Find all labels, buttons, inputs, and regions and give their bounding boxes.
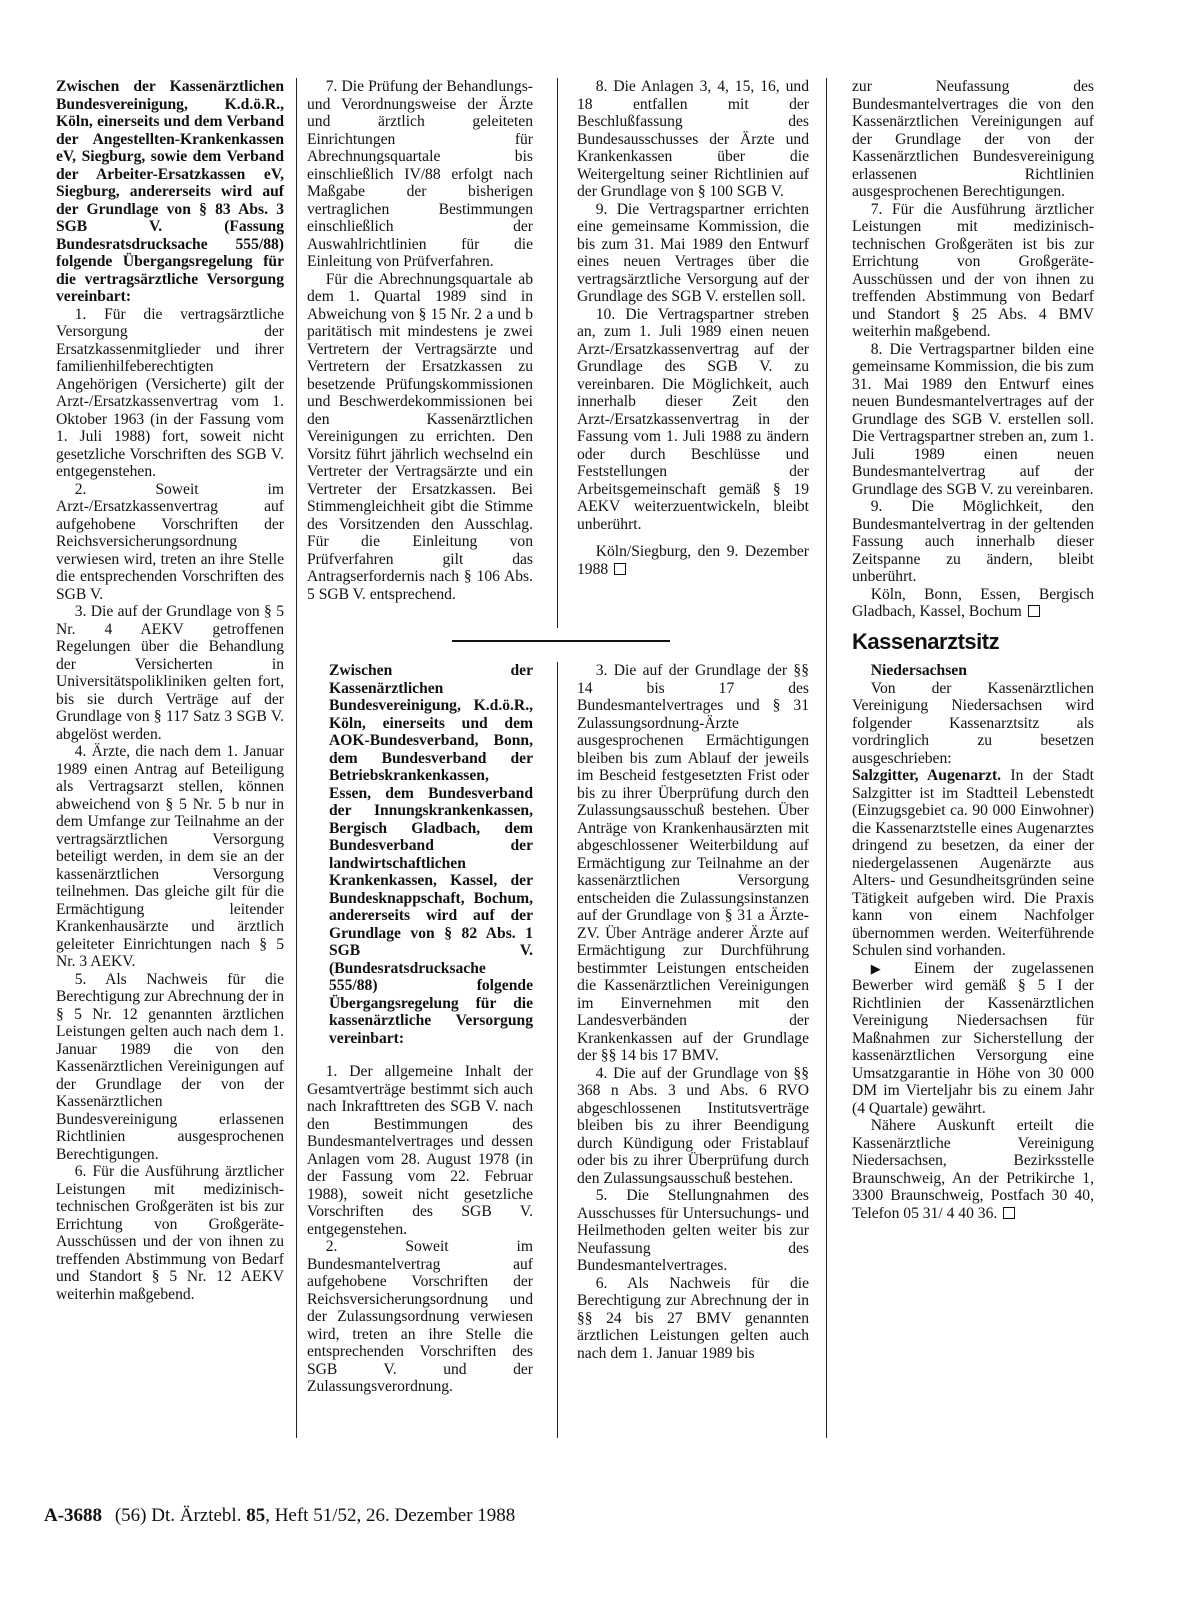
arrow-icon: ▶ [870,960,896,976]
end-mark-box [1028,605,1040,617]
paragraph-9: 9. Die Vertragspartner errichten eine gemeinsame Kommission, die bis zum 31. Mai 1989 den Entwurf eines neuen Vertrages über die vertragsärztliche Versorgung auf der Grundlage des SGB V. erstellen soll. [577,200,809,305]
paragraph-b7: 7. Für die Ausführung ärztlicher Leistungen mit medizinisch-technischen Großgeräten ist bis zur Errichtung von Großgeräte-Ausschüssen und der von ihnen zu treffenden Abstimmung von Bedarf und Standort § 25 Abs. 4 BMV weiterhin maßgebend. [852,200,1094,340]
journal-name: Dt. Ärztebl. [151,1505,242,1526]
column-4 [852,78,1094,1222]
paragraph-7b: Für die Abrechnungsquartale ab dem 1. Quartal 1989 sind in Abweichung von § 15 Nr. 2 a und b paritätisch mit mindestens je zwei Vertretern der Vertragsärzte und Vertretern der Ersatzkassen zu besetzende Prüfungskommissionen und Beschwerdekommissionen bei den Kassenärztlichen Vereinigungen zu errichten. Den Vorsitz führt jährlich wechselnd ein Vertreter der Vertragsärzte und ein Vertreter der Ersatzkassen. Bei Stimmengleichheit gibt die Stimme des Vorsitzenden den Ausschlag. Für die Einleitung von Prüfverfahren gilt das Antragserfordernis nach § 106 Abs. 5 SGB V. entsprechend. [307,270,533,603]
column-divider-2-top [557,78,558,628]
paragraph-b5: 5. Die Stellungnahmen des Ausschusses für Untersuchungs- und Heilmethoden gelten weiter bis zur Neufassung des Bundesmantelvertrages. [577,1187,809,1274]
listing-entry [852,767,1094,960]
paragraph-b2: 2. Soweit im Bundesmantelvertrag auf aufgehobene Vorschriften der Reichsversicherungsordnung und der Zulassungsordnung verwiesen wird, treten an ihre Stelle die entsprechenden Vorschriften des SGB V. und der Zulassungsverordnung. [307,1238,533,1395]
signature-text: Köln/Siegburg, den 9. Dezember 1988 [577,543,809,578]
contact-text: Nähere Auskunft erteilt die Kassenärztliche Vereinigung Niedersachsen, Bezirksstelle Braunschweig, An der Petrikirche 1, 3300 Braunschweig, Postfach 30 40, Telefon 05 31/ 4 40 36. [852,1117,1094,1222]
signature-text: Köln, Bonn, Essen, Bergisch Gladbach, Kassel, Bochum [852,585,1094,620]
paragraph-10: 10. Die Vertragspartner streben an, zum 1. Juli 1989 einen neuen Arzt-/Ersatzkassenvertrag auf der Grundlage des SGB V. zu vereinbaren. Die Möglichkeit, auch innerhalb dieser Zeit den Arzt-/Ersatzkassenvertrag in der Fassung vom 1. Juli 1988 zu ändern oder durch Beschlüsse und Feststellungen der Arbeitsgemeinschaft gemäß § 19 AEKV weiterzuentwickeln, bleibt unberührt. [577,305,809,533]
journal-volume: 85 [246,1505,266,1526]
section-title-kassenarztsitz: Kassenarztsitz [852,628,1000,654]
page-sequence: (56) [114,1505,147,1526]
agreement-heading-primaerkassen: Zwischen der Kassenärztlichen Bundesvereinigung, K.d.ö.R., Köln, einerseits und dem AOK-Bundesverband, Bonn, dem Bundesverband der Betriebskrankenkassen, Essen, dem Bundesverband der Innungskrankenkassen, Bergisch Gladbach, dem Bundesverband der landwirtschaftlichen Krankenkassen, Kassel, der Bundesknappschaft, Bochum, andererseits wird auf der Grundlage von § 82 Abs. 1 SGB V. (Bundesratsdrucksache 555/88) folgende Übergangsregelung für die kassenärztliche Versorgung vereinbart: [329,662,533,1047]
contact-paragraph [852,1117,1094,1222]
listing-text: In der Stadt Salzgitter ist im Stadtteil Lebenstedt (Einzugsgebiet ca. 90 000 Einwohner) die Kassenarztstelle eines Augenarztes dringend zu besetzen, da einer der niedergelassenen Augenärzte aus Alters- und Gesundheitsgründen seine Tätigkeit aufgeben wird. Die Praxis kann von einem Nachfolger übernommen werden. Weiterführende Schulen sind vorhanden. [852,767,1095,959]
agreement-heading-ersatzkassen: Zwischen der Kassenärztlichen Bundesvereinigung, K.d.ö.R., Köln, einerseits und dem Verband der Angestellten-Krankenkassen eV, Siegburg, sowie dem Verband der Arbeiter-Ersatzkassen eV, Siegburg, andererseits wird auf der Grundlage von § 83 Abs. 3 SGB V. (Fassung Bundesratsdrucksache 555/88) folgende Übergangsregelung für die vertragsärztliche Versorgung vereinbart: [56,78,284,305]
journal-issue: , Heft 51/52, 26. Dezember 1988 [265,1505,516,1526]
paragraph-4: 4. Ärzte, die nach dem 1. Januar 1989 einen Antrag auf Beteiligung als Vertragsarzt stellen, können abweichend von § 5 Nr. 5 b nur in dem Umfange zur Teilnahme an der vertragsärztlichen Versorgung beteiligt werden, in dem sie an der kassenärztlichen Versorgung teilnehmen. Das gleiche gilt für die Ermächtigung leitender Krankenhausärzte und ärztlich geleiteter Einrichtungen nach § 5 Nr. 3 AEKV. [56,743,284,970]
paragraph-b6-continued: zur Neufassung des Bundesmantelvertrages die von den Kassenärztlichen Vereinigungen auf der Grundlage der von der Kassenärztlichen Bundesvereinigung erlassenen Richtlinien ausgesprochenen Berechtigungen. [852,78,1094,200]
support-paragraph [852,960,1094,1118]
signature-line-1 [577,543,809,578]
listing-location: Salzgitter, Augenarzt. [852,767,1002,784]
column-2-bottom [307,662,533,1396]
column-divider-1 [296,78,297,1438]
page-number: A-3688 [44,1505,103,1526]
paragraph-5: 5. Als Nachweis für die Berechtigung zur Abrechnung der in § 5 Nr. 12 genannten ärztlichen Leistungen gelten auch nach dem 1. Januar 1989 die von den Kassenärztlichen Vereinigungen auf der Grundlage der von der Kassenärztlichen Bundesvereinigung erlassenen Richtlinien ausgesprochenen Berechtigungen. [56,970,284,1163]
horizontal-separator [452,640,670,642]
paragraph-1: 1. Für die vertragsärztliche Versorgung der Ersatzkassenmitglieder und ihrer familienhilfeberechtigten Angehörigen (Versicherte) gilt der Arzt-/Ersatzkassenvertrag vom 1. Oktober 1963 (in der Fassung vom 1. Juli 1988) fort, soweit nicht gesetzliche Vorschriften des SGB V. entgegenstehen. [56,305,284,480]
paragraph-3: 3. Die auf der Grundlage von § 5 Nr. 4 AEKV getroffenen Regelungen über die Behandlung der Versicherten in Universitätspolikliniken gelten fort, bis sie durch Verträge auf der Grundlage von § 117 Satz 3 SGB V. abgelöst werden. [56,603,284,743]
page-footer [44,1505,515,1527]
support-text: Einem der zugelassenen Bewerber wird gemäß § 5 I der Richtlinien der Kassenärztlichen Vereinigung Niedersachsen für Maßnahmen zur Sicherstellung der kassenärztlichen Versorgung eine Umsatzgarantie in Höhe von 30 000 DM im Vierteljahr bis zu einem Jahr (4 Quartale) gewährt. [852,959,1095,1117]
subheading-niedersachsen: Niedersachsen [870,662,967,679]
end-mark-box [614,563,626,575]
paragraph-b6: 6. Als Nachweis für die Berechtigung zur Abrechnung der in §§ 24 bis 27 BMV genannten ärztlichen Leistungen gelten auch nach dem 1. Januar 1989 bis [577,1274,809,1362]
end-mark-box [1003,1207,1015,1219]
column-3-top [577,78,809,578]
paragraph-b4: 4. Die auf der Grundlage von §§ 368 n Abs. 3 und Abs. 6 RVO abgeschlossenen Institutsverträge bleiben bis zu ihrer Beendigung durch Kündigung oder Fristablauf oder bis zu ihrer Überprüfung durch den Zulassungsausschuß bestehen. [577,1064,809,1187]
column-2-top [307,78,533,603]
paragraph-7: 7. Die Prüfung der Behandlungs- und Verordnungsweise der Ärzte und ärztlich geleiteten Einrichtungen für Abrechnungsquartale bis einschließlich IV/88 erfolgt nach Maßgabe der bisherigen vertraglichen Bestimmungen einschließlich der Auswahlrichtlinien für die Einleitung von Prüfverfahren. [307,78,533,270]
intro-paragraph: Von der Kassenärztlichen Vereinigung Niedersachsen wird folgender Kassenarztsitz als vordringlich zu besetzen ausgeschrieben: [852,679,1094,767]
column-divider-2-bottom [557,662,558,1438]
column-divider-3 [826,78,827,1438]
paragraph-b9: 9. Die Möglichkeit, den Bundesmantelvertrag in der geltenden Fassung auch innerhalb dieser Zeitspanne zu ändern, bleibt unberührt. [852,498,1094,585]
paragraph-2: 2. Soweit im Arzt-/Ersatzkassenvertrag auf aufgehobene Vorschriften der Reichsversicherungsordnung verwiesen wird, treten an ihre Stelle die entsprechenden Vorschriften des SGB V. [56,480,284,603]
column-3-bottom [577,662,809,1362]
signature-line-2 [852,586,1094,621]
column-1 [56,78,284,1303]
paragraph-b1: 1. Der allgemeine Inhalt der Gesamtverträge bestimmt sich auch nach Inkrafttreten des SGB V. nach den Bestimmungen des Bundesmantelvertrages und dessen Anlagen vom 28. August 1978 (in der Fassung vom 22. Februar 1988), soweit nicht gesetzliche Vorschriften des SGB V. entgegenstehen. [307,1063,533,1238]
paragraph-8: 8. Die Anlagen 3, 4, 15, 16, und 18 entfallen mit der Beschlußfassung des Bundesausschusses der Ärzte und Krankenkassen über die Weitergeltung seiner Richtlinien auf der Grundlage von § 100 SGB V. [577,78,809,200]
paragraph-6: 6. Für die Ausführung ärztlicher Leistungen mit medizinisch-technischen Großgeräten ist bis zur Errichtung von Großgeräte-Ausschüssen und der von ihnen zu treffenden Abstimmung von Bedarf und Standort § 5 Nr. 12 AEKV weiterhin maßgebend. [56,1163,284,1303]
paragraph-b8: 8. Die Vertragspartner bilden eine gemeinsame Kommission, die bis zum 31. Mai 1989 den Entwurf eines neuen Bundesmantelvertrages auf der Grundlage des SGB V. erstellen soll. Die Vertragspartner streben an, zum 1. Juli 1989 einen neuen Bundesmantelvertrag auf der Grundlage des SGB V. zu vereinbaren. [852,340,1094,498]
paragraph-b3: 3. Die auf der Grundlage der §§ 14 bis 17 des Bundesmantelvertrages und § 31 Zulassungsordnung-Ärzte ausgesprochenen Ermächtigungen bleiben bis zum Ablauf der jeweils im Bescheid festgesetzten Frist oder bis zu ihrer Überprüfung durch den Zulassungsausschuß bestehen. Über Anträge von Krankenhausärzten mit abgeschlossener Weiterbildung auf Ermächtigung zur Teilnahme an der kassenärztlichen Versorgung entscheiden die Zulassungsinstanzen auf der Grundlage von § 31 a Ärzte-ZV. Über Anträge anderer Ärzte auf Ermächtigung zur Durchführung bestimmter Leistungen entscheiden die Kassenärztlichen Vereinigungen im Einvernehmen mit den Landesverbänden der Krankenkassen auf der Grundlage der §§ 14 bis 17 BMV. [577,662,809,1064]
